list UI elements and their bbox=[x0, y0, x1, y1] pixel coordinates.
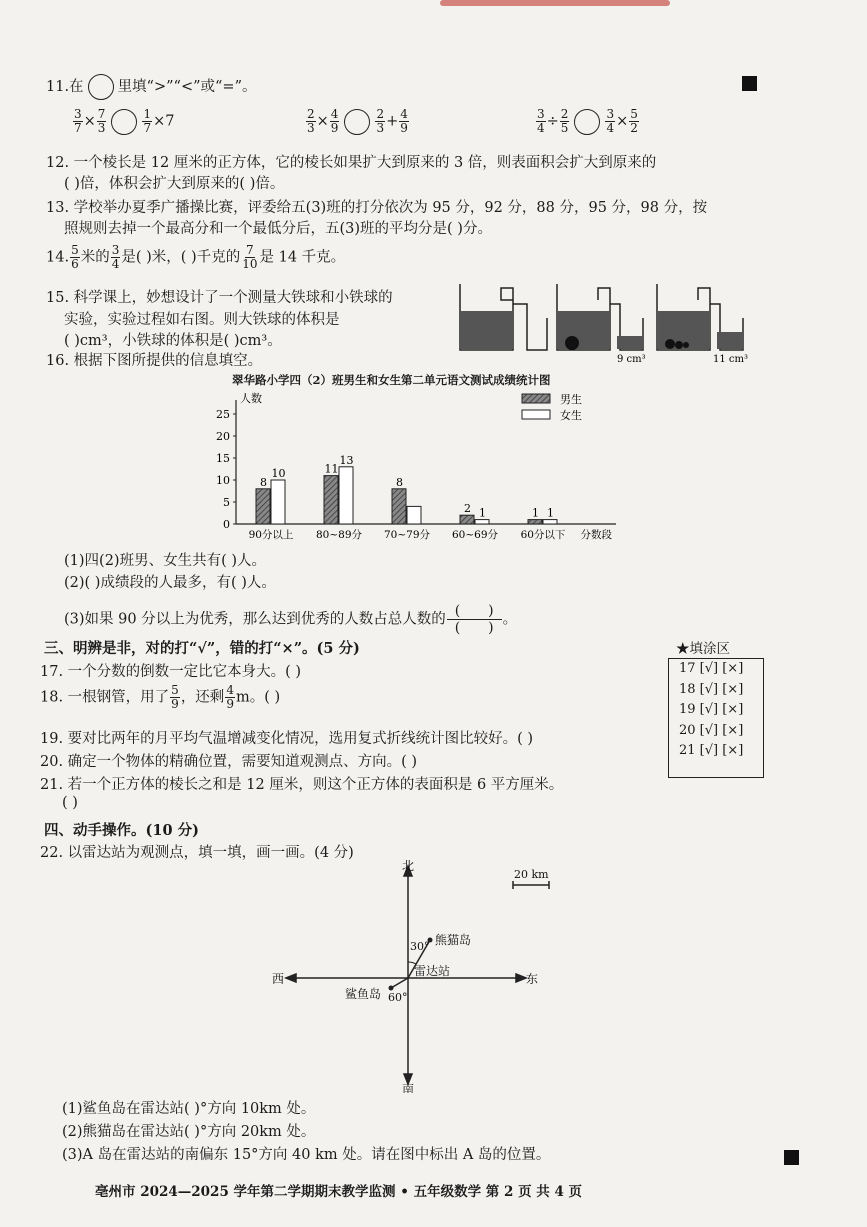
corner-marker-top bbox=[742, 76, 757, 91]
data-label: 1 bbox=[547, 506, 554, 520]
q12-line2: ( )倍，体积会扩大到原来的( )倍。 bbox=[64, 176, 285, 192]
fill-row-21[interactable]: 21 [√] [×] bbox=[679, 743, 744, 758]
beaker-3-label: 11 cm³ bbox=[713, 354, 748, 365]
category-label: 80~89分 bbox=[315, 529, 363, 541]
q13-line2: 照规则去掉一个最高分和一个最低分后，五(3)班的平均分是( )分。 bbox=[64, 221, 492, 237]
west-label: 西 bbox=[272, 972, 285, 986]
q15-line1: 15. 科学课上，妙想设计了一个测量大铁球和小铁球的 bbox=[46, 290, 393, 306]
legend-swatch-男生 bbox=[522, 394, 550, 403]
y-tick-label: 25 bbox=[216, 408, 230, 421]
answer-fill-box bbox=[668, 658, 764, 778]
q11-expr-3: $\frac{3}{4}$ ÷ $\frac{2}{5}$ $\frac{3}{4}$ × $\frac{5}{2}$ bbox=[537, 107, 638, 135]
chart-axes bbox=[233, 400, 616, 524]
beaker-2 bbox=[557, 284, 643, 350]
section4-title: 四、动手操作。(10 分) bbox=[44, 822, 199, 839]
data-label: 10 bbox=[271, 467, 286, 480]
q22: 22. 以雷达站为观测点，填一填，画一画。(4 分) bbox=[40, 845, 354, 861]
data-label: 8 bbox=[396, 475, 403, 489]
y-axis-label: 人数 bbox=[240, 392, 262, 405]
q15-line3: ( )cm³，小铁球的体积是( )cm³。 bbox=[64, 333, 282, 349]
legend-swatch-女生 bbox=[522, 410, 550, 419]
q11-title: 11.在 里填“>”“<”或“=”。 bbox=[46, 74, 257, 100]
page-footer: 亳州市 2024—2025 学年第二学期期末教学监测 • 五年级数学 第 2 页 共 4 页 bbox=[95, 1184, 583, 1200]
beaker-diagram bbox=[455, 278, 755, 368]
radar-station-label: 雷达站 bbox=[414, 964, 451, 978]
west-arrow bbox=[286, 974, 296, 982]
data-label: 11 bbox=[324, 462, 339, 476]
q16-sub3: (3)如果 90 分以上为优秀，那么达到优秀的人数占总人数的 $\frac{( )}{( )}$ 。 bbox=[64, 603, 518, 636]
bar-男生-90分以上 bbox=[256, 489, 270, 524]
q19: 19. 要对比两年的月平均气温增减变化情况，选用复式折线统计图比较好。( ) bbox=[40, 731, 534, 747]
y-tick-label: 15 bbox=[216, 452, 230, 465]
east-label: 东 bbox=[526, 972, 539, 986]
beaker-1 bbox=[460, 284, 547, 350]
chart-title: 翠华路小学四（2）班男生和女生第二单元语文测试成绩统计图 bbox=[232, 373, 551, 387]
q22-sub3: (3)A 岛在雷达站的南偏东 15°方向 40 km 处。请在图中标出 A 岛的位置。 bbox=[62, 1147, 551, 1163]
q21-blank: ( ) bbox=[62, 795, 78, 811]
category-label: 70~79分 bbox=[383, 529, 431, 541]
bar-女生-90分以上 bbox=[271, 480, 285, 524]
data-label: 1 bbox=[532, 506, 539, 520]
data-label: 2 bbox=[464, 502, 471, 516]
q13-line1: 13. 学校举办夏季广播操比赛，评委给五(3)班的打分依次为 95 分，92 分，88 分，95 分，98 分，按 bbox=[46, 200, 708, 216]
bar-男生-60分以下 bbox=[528, 520, 542, 524]
q16-text: 16. 根据下图所提供的信息填空。 bbox=[46, 353, 263, 369]
bar-男生-80~89分 bbox=[324, 476, 338, 524]
compare-circle[interactable] bbox=[88, 74, 114, 100]
bar-女生-80~89分 bbox=[339, 467, 353, 524]
data-label: 13 bbox=[339, 453, 354, 467]
q11-expr-2: $\frac{2}{3}$ × $\frac{4}{9}$ $\frac{2}{3}$ + $\frac{4}{9}$ bbox=[307, 107, 408, 135]
south-label: 南 bbox=[402, 1082, 415, 1093]
category-label: 60分以下 bbox=[520, 529, 566, 541]
shark-island-label: 鲨鱼岛 bbox=[345, 987, 382, 1001]
bar-男生-60~69分 bbox=[460, 515, 474, 524]
x-axis-label: 分数段 bbox=[580, 529, 612, 541]
shark-island-point bbox=[389, 986, 394, 991]
q20: 20. 确定一个物体的精确位置，需要知道观测点、方向。( ) bbox=[40, 754, 418, 770]
east-arrow bbox=[516, 974, 526, 982]
bar-男生-70~79分 bbox=[392, 489, 406, 524]
data-label: 8 bbox=[260, 475, 267, 489]
beaker-3 bbox=[657, 284, 743, 350]
scale-label: 20 km bbox=[514, 868, 549, 881]
fillbox-title: ★填涂区 bbox=[676, 641, 730, 657]
category-label: 60~69分 bbox=[451, 529, 499, 541]
y-tick-label: 0 bbox=[223, 518, 230, 531]
north-label: 北 bbox=[402, 859, 415, 873]
y-tick-label: 20 bbox=[216, 430, 230, 443]
panda-island-label: 熊猫岛 bbox=[435, 933, 472, 947]
legend-label: 女生 bbox=[560, 409, 582, 422]
q22-sub1: (1)鲨鱼岛在雷达站( )°方向 10km 处。 bbox=[62, 1101, 316, 1117]
compass-map bbox=[270, 858, 570, 1093]
chart-bars bbox=[256, 467, 557, 524]
y-tick-label: 10 bbox=[216, 474, 230, 487]
q18: 18. 一根钢管，用了 $\frac{5}{9}$ ，还剩 $\frac{4}{9}$ m。( ) bbox=[40, 683, 281, 711]
angle-60-label: 60° bbox=[388, 991, 408, 1004]
q17: 17. 一个分数的倒数一定比它本身大。( ) bbox=[40, 664, 302, 680]
q12-line1: 12. 一个棱长是 12 厘米的正方体，它的棱长如果扩大到原来的 3 倍，则表面积会扩大到原来的 bbox=[46, 155, 657, 171]
beaker-2-label: 9 cm³ bbox=[617, 354, 646, 365]
q21: 21. 若一个正方体的棱长之和是 12 厘米，则这个正方体的表面积是 6 平方厘米。 bbox=[40, 777, 564, 793]
bar-女生-60分以下 bbox=[543, 520, 557, 524]
category-label: 90分以上 bbox=[248, 529, 294, 541]
q11-expr-1: $\frac{3}{7}$ × $\frac{7}{3}$ $\frac{1}{7}$ ×7 bbox=[74, 107, 175, 135]
top-edge-mark bbox=[440, 0, 670, 6]
compare-circle-3[interactable] bbox=[574, 109, 600, 135]
legend-label: 男生 bbox=[560, 393, 582, 406]
data-label: 1 bbox=[479, 506, 486, 520]
bar-女生-60~69分 bbox=[475, 520, 489, 524]
section3-title: 三、明辨是非，对的打“√”，错的打“×”。(5 分) bbox=[44, 640, 360, 657]
fill-row-19[interactable]: 19 [√] [×] bbox=[679, 702, 744, 717]
q16-sub1: (1)四(2)班男、女生共有( )人。 bbox=[64, 553, 267, 569]
bar-chart bbox=[210, 388, 620, 548]
fill-row-18[interactable]: 18 [√] [×] bbox=[679, 681, 744, 697]
shark-island-ray bbox=[391, 978, 408, 988]
q15-line2: 实验，实验过程如右图。则大铁球的体积是 bbox=[64, 312, 340, 328]
angle-30-label: 30° bbox=[410, 940, 430, 953]
fill-row-17[interactable]: 17 [√] [×] bbox=[679, 661, 744, 676]
q16-sub2: (2)( )成绩段的人最多，有( )人。 bbox=[64, 575, 276, 591]
bar-女生-70~79分 bbox=[407, 506, 421, 524]
compare-circle-1[interactable] bbox=[111, 109, 137, 135]
compare-circle-2[interactable] bbox=[344, 109, 370, 135]
fill-row-20[interactable]: 20 [√] [×] bbox=[679, 722, 744, 738]
q22-sub2: (2)熊猫岛在雷达站( )°方向 20km 处。 bbox=[62, 1124, 316, 1140]
y-tick-label: 5 bbox=[223, 496, 230, 509]
corner-marker-bottom bbox=[784, 1150, 799, 1165]
q14-line: 14. $\frac{5}{6}$ 米的 $\frac{3}{4}$ 是( )米，( )千克的 $\frac{7}{10}$ 是 14 千克。 bbox=[46, 243, 346, 271]
